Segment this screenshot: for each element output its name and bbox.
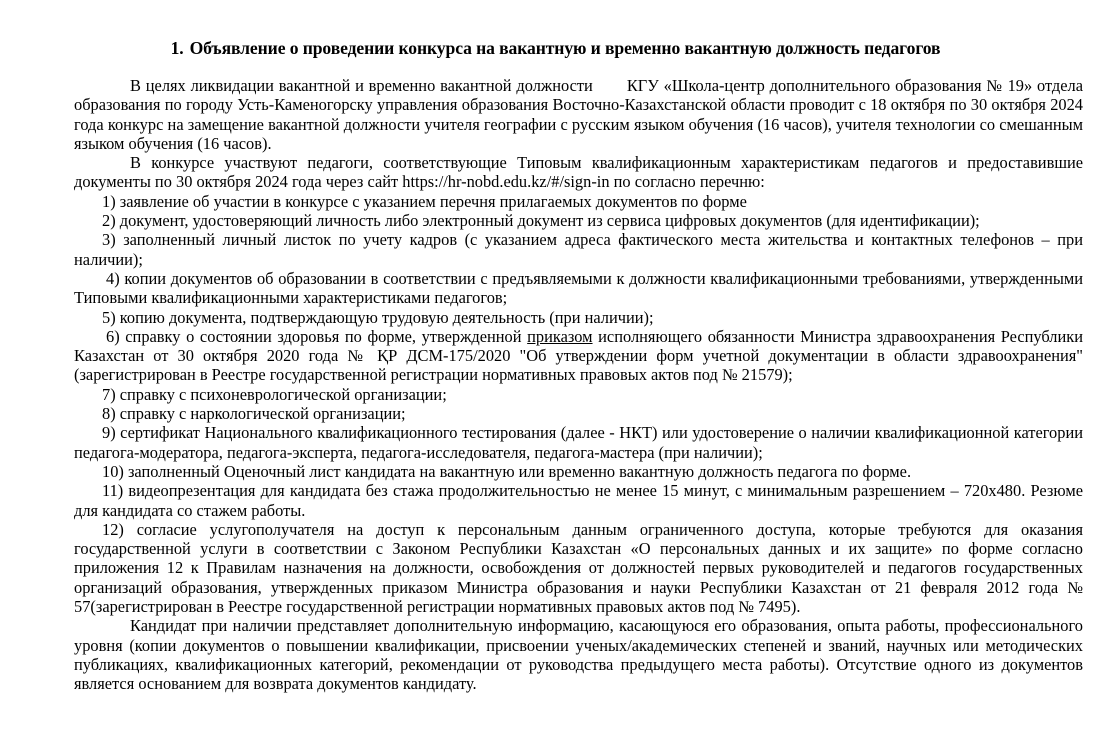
list-item-10: 10) заполненный Оценочный лист кандидата на вакантную или временно вакантную должность педагога по форме. <box>102 461 912 481</box>
closing-paragraph: Кандидат при наличии представляет дополнительную информацию, касающуюся его образования, опыта работы, профессионального уровня (копии документов о повышении квалификации, присвоении ученых/академических степеней и званий, научных или методических публикациях, квалификационных категорий, рекомендации от руководства предыдущего места работы). Отсутствие одного из документов является основанием для возврата документов кандидату. <box>74 616 1083 694</box>
list-item-7: 7) справку с психоневрологической организации; <box>102 384 447 404</box>
list-item-2: 2) документ, удостоверяющий личность либо электронный документ из сервиса цифровых документов (для идентификации); <box>102 211 980 231</box>
list-item-11: 11) видеопрезентация для кандидата без стажа продолжительностью не менее 15 минут, с минимальным разрешением – 720x480. Резюме для кандидата со стажем работы. <box>74 481 1083 520</box>
document-body <box>74 76 1083 694</box>
list-item-8: 8) справку с наркологической организации; <box>102 404 406 424</box>
announcement-title <box>0 38 1111 58</box>
list-item-9: 9) сертификат Национального квалификационного тестирования (далее - НКТ) или удостоверение о наличии квалификационной категории педагога-модератора, педагога-эксперта, педагога-исследователя, педагога-мастера (при наличии); <box>74 423 1083 462</box>
list-item-1: 1) заявление об участии в конкурсе с указанием перечня прилагаемых документов по форме <box>102 191 747 211</box>
intro-paragraph <box>74 76 1083 153</box>
title-number: 1. <box>170 38 184 58</box>
intro-part-1: В целях ликвидации вакантной и временно вакантной должности <box>130 76 593 95</box>
order-link[interactable]: приказом <box>527 326 593 346</box>
list-item-4: 4) копии документов об образовании в соответствии с предъявляемыми к должности квалификационными требованиями, утвержденными Типовыми квалификационными характеристиками педагогов; <box>74 268 1083 308</box>
list-item-6-after: исполняющего обязанности Министра здравоохранения Республики Казахстан от 30 октября 2020 года № ҚР ДСМ-175/2020 "Об утверждении форм учетной документации в области здравоохранения" (зарегистрирован в Реестре государственной регистрации нормативных правовых актов под № 21579); <box>74 326 1083 385</box>
list-item-12: 12) согласие услугополучателя на доступ к персональным данным ограниченного доступа, которые требуются для оказания государственной услуги в соответствии с Законом Республики Казахстан «О персональных данных и их защите» по форме согласно приложения 12 к Правилам назначения на должности, освобождения от должностей первых руководителей и педагогов государственных организаций образования, утвержденных приказом Министра образования и науки Республики Казахстан от 21 февраля 2012 года № 57(зарегистрирован в Реестре государственной регистрации нормативных правовых актов под № 7495). <box>74 519 1083 617</box>
list-item-5: 5) копию документа, подтверждающую трудовую деятельность (при наличии); <box>102 307 654 327</box>
list-item-3: 3) заполненный личный листок по учету кадров (с указанием адреса фактического места жительства и контактных телефонов – при наличии); <box>74 230 1083 269</box>
intro-part-2: КГУ «Школа-центр дополнительного образования № 19» отдела образования по городу Усть-Каменогорску управления образования Восточно-Казахстанской области проводит с 18 октября по 30 октября 2024 года конкурс на замещение вакантной должности учителя географии с русским языком обучения (16 часов), учителя технологии со смешанным языком обучения (16 часов). <box>74 76 1084 153</box>
title-text: Объявление о проведении конкурса на вакантную и временно вакантную должность педагогов <box>189 38 941 58</box>
list-item-6 <box>74 327 1083 385</box>
participants-paragraph: В конкурсе участвуют педагоги, соответствующие Типовым квалификационным характеристикам педагогов и предоставившие документы по 30 октября 2024 года через сайт https://hr-nobd.edu.kz/#/sign-in по согласно перечню: <box>74 153 1083 192</box>
list-item-6-before: 6) справку о состоянии здоровья по форме, утвержденной <box>106 326 528 346</box>
